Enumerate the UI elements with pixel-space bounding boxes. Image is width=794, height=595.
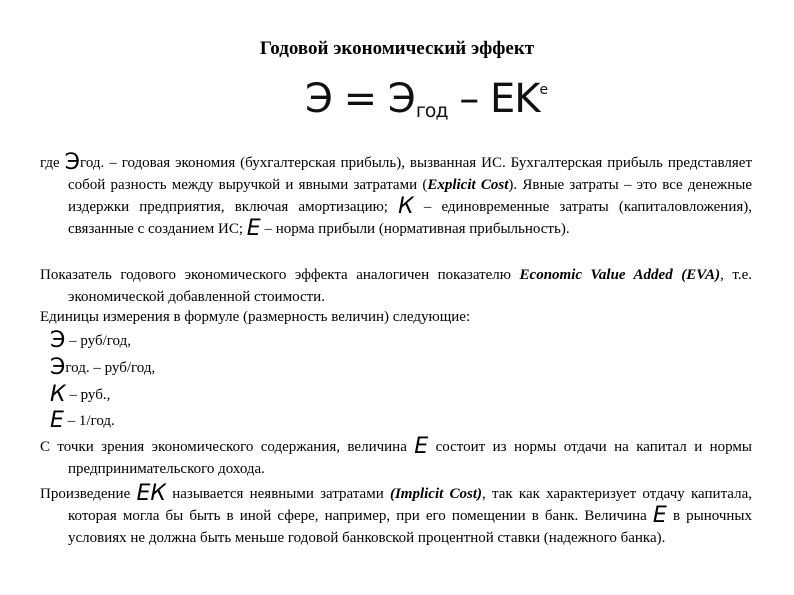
unit-symbol: Э (50, 328, 66, 353)
formula-rhs: – EK (447, 76, 540, 122)
formula-subscript: год (415, 100, 448, 122)
p1-text-2: ). Явные затраты – это все денежные издержки предприятия, включая амортизацию; (68, 177, 753, 215)
p4-text-1: С точки зрения экономического содержания, величина (40, 439, 415, 455)
symbol-e: Е (652, 503, 667, 528)
p2-text-1: Показатель годового экономического эффекта аналогичен показателю (40, 267, 520, 283)
p1-text-1: год. – годовая экономия (бухгалтерская прибыль), вызванная ИС. Бухгалтерская прибыль представляет собой разность между выручкой и явными затратами ( (68, 155, 753, 193)
unit-line-2 (50, 355, 155, 380)
symbol-ek: ЕК (136, 481, 166, 506)
p2-text-2: , т.е. экономической добавленной стоимости. (68, 267, 753, 305)
unit-symbol: Э (50, 355, 66, 380)
symbol-k: К (398, 194, 414, 219)
unit-symbol: К (50, 382, 66, 407)
p5-text-4: в рыночных условиях не должна быть меньше годовой банковской процентной ставки (надежного банка). (68, 508, 752, 546)
p1-lead: где (40, 155, 65, 171)
formula-lhs: Э = Э (305, 76, 415, 122)
p5-text-1: Произведение (40, 486, 137, 502)
symbol-e-rate: Е (246, 216, 261, 241)
unit-symbol: Е (50, 408, 64, 433)
definitions-paragraph (40, 152, 752, 240)
unit-line-4 (50, 408, 115, 433)
symbol-e-annual: Э (64, 150, 81, 175)
unit-text: год. – руб/год, (65, 360, 156, 376)
p1-text-3: – единовременные затраты (капиталовложения), связанные с созданием ИС; (68, 199, 752, 237)
page-title: Годовой экономический эффект (259, 38, 535, 59)
unit-text: – 1/год. (63, 413, 115, 429)
p1-text-4: – норма прибыли (нормативная прибыльность). (260, 221, 570, 237)
unit-line-3 (50, 382, 110, 407)
unit-line-1 (50, 328, 131, 353)
implicit-cost-term: (Implicit Cost) (389, 486, 483, 502)
eva-paragraph (40, 264, 752, 308)
implicit-cost-paragraph (40, 483, 752, 549)
p5-text-2: называется неявными затратами (166, 486, 390, 502)
unit-text: – руб., (65, 387, 111, 403)
p4-text-2: состоит из нормы отдачи на капитал и нормы предпринимательского дохода. (68, 439, 753, 477)
units-intro: Единицы измерения в формуле (размерность величин) следующие: (40, 309, 471, 325)
explicit-cost-term: Explicit Cost (427, 177, 509, 193)
formula (305, 76, 547, 122)
formula-superscript: е (539, 82, 548, 98)
symbol-e: Е (414, 434, 429, 459)
unit-text: – руб/год, (65, 333, 132, 349)
e-composition-paragraph (40, 436, 752, 480)
eva-term: Economic Value Added (EVA) (519, 267, 721, 283)
p5-text-3: , так как характеризует отдачу капитала, которая могла бы быть в иной сфере, например, при его помещении в банк. Величина (68, 486, 752, 524)
